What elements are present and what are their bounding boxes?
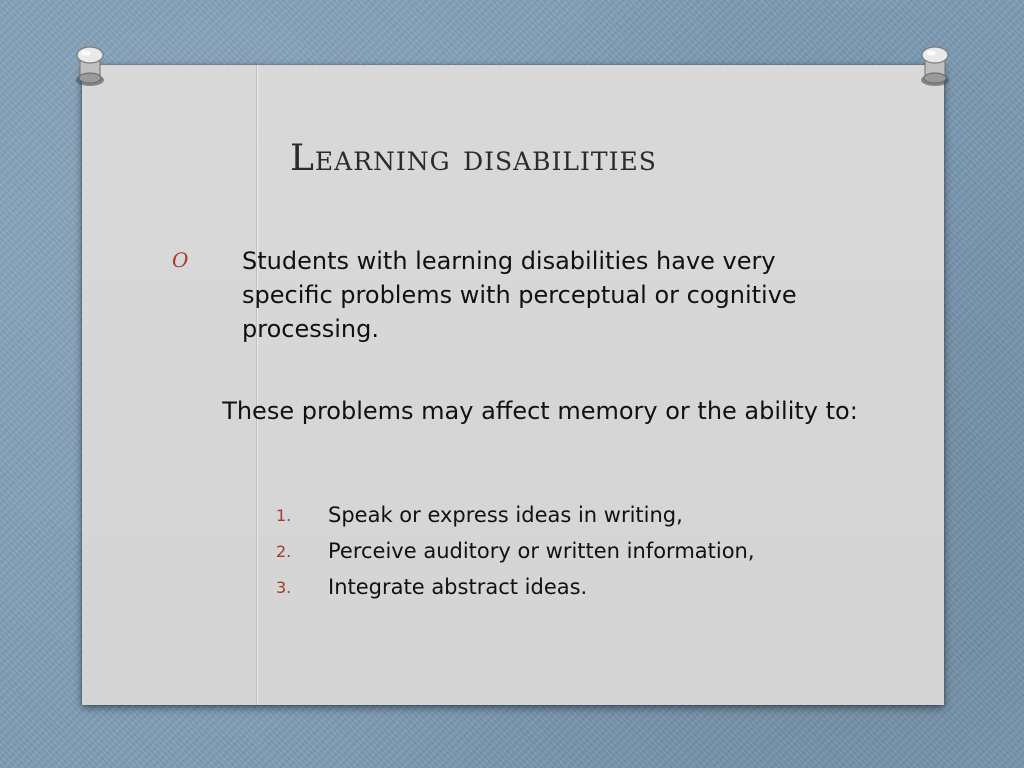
pushpin-icon <box>70 42 110 88</box>
margin-line <box>256 65 257 705</box>
centered-paragraph: These problems may affect memory or the ability to: <box>222 397 858 425</box>
list-number: 2. <box>276 542 292 561</box>
bullet-text: Students with learning disabilities have very specific problems with perceptual or cognitive processing. <box>242 247 797 343</box>
pushpin-icon <box>915 42 955 88</box>
slide-title: Learning disabilities <box>290 138 657 179</box>
list-item <box>276 572 876 608</box>
list-number: 1. <box>276 506 292 525</box>
list-text: Perceive auditory or written information, <box>328 539 755 563</box>
bullet-marker: O <box>172 248 189 272</box>
list-text: Speak or express ideas in writing, <box>328 503 683 527</box>
list-item <box>276 536 876 572</box>
numbered-list <box>276 500 876 608</box>
list-number: 3. <box>276 578 292 597</box>
list-text: Integrate abstract ideas. <box>328 575 588 599</box>
list-item <box>276 500 876 536</box>
